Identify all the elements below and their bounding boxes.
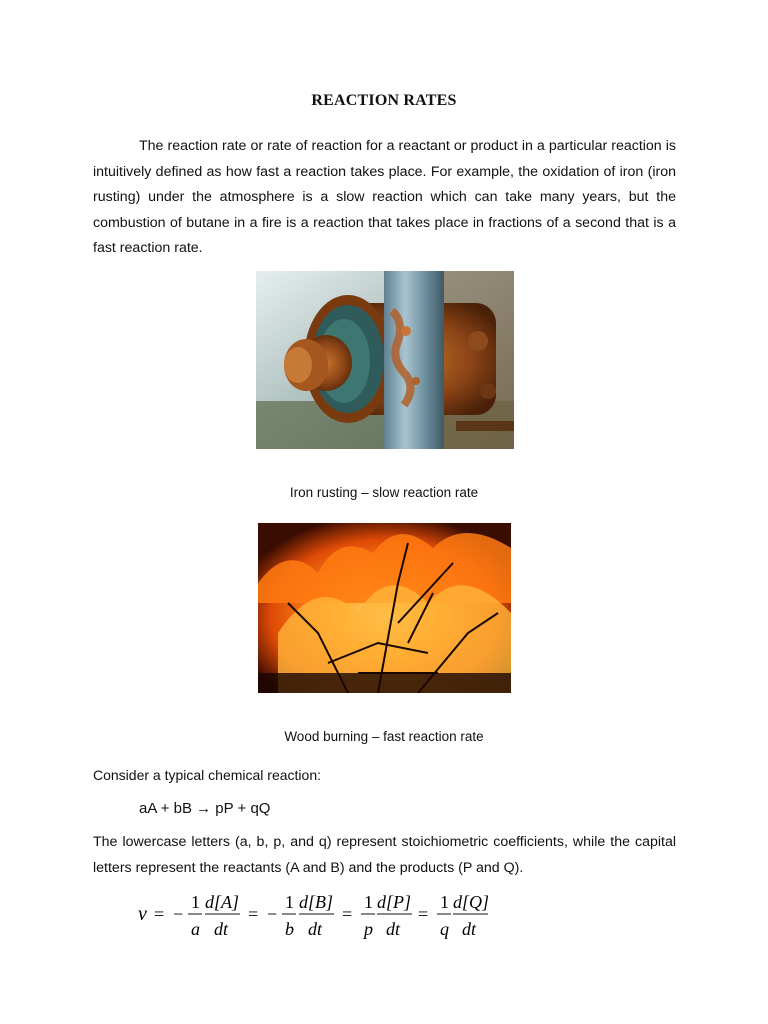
rate-equation (136, 886, 496, 946)
term-coef-b: b (285, 919, 294, 939)
rusty-pipe-illustration (256, 271, 514, 449)
explanation-paragraph: The lowercase letters (a, b, p, and q) represent stoichiometric coefficients, while the capital letters represent the reactants (A and B) and the products (P and Q). (93, 834, 676, 876)
intro-paragraph-text: The reaction rate or rate of reaction for a reactant or product in a particular reaction is intuitively defined as how fast a reaction takes place. For example, the oxidation of iron (iron rusting) under the atmosphere is a slow reaction which can take many years, but the combustion of butane in a fire is a reaction that takes place in fractions of a second that is a fast reaction rate. (93, 138, 676, 257)
term-dA: d[A] (205, 892, 240, 912)
term-dQ: d[Q] (453, 892, 490, 912)
term-numerator-q: 1 (440, 892, 449, 912)
term-dP: d[P] (377, 892, 412, 912)
term-dB: d[B] (299, 892, 334, 912)
term-numerator-a: 1 (191, 892, 200, 912)
rate-lhs: v (138, 903, 147, 925)
term-sign-a: − (173, 904, 184, 924)
equals-sign: = (418, 904, 429, 924)
term-coef-q: q (440, 919, 449, 939)
term-coef-p: p (364, 919, 373, 939)
figure-caption-rust: Iron rusting – slow reaction rate (289, 485, 479, 500)
intro-paragraph (93, 134, 676, 262)
term-coef-a: a (191, 919, 200, 939)
burning-wood-illustration (258, 523, 511, 693)
equals-sign: = (342, 904, 353, 924)
term-dt: dt (386, 919, 401, 939)
term-sign-b: − (267, 904, 278, 924)
term-numerator-b: 1 (285, 892, 294, 912)
equals-sign: = (248, 904, 259, 924)
figure-caption-fire: Wood burning – fast reaction rate (284, 729, 484, 744)
equals-sign: = (154, 904, 165, 924)
rusty-pipe-photo (256, 271, 514, 449)
term-numerator-p: 1 (364, 892, 373, 912)
term-dt: dt (462, 919, 477, 939)
burning-wood-photo (258, 523, 511, 693)
consider-line: Consider a typical chemical reaction: (93, 767, 321, 783)
term-dt: dt (308, 919, 323, 939)
page-title: REACTION RATES (311, 92, 457, 109)
reaction-equation: aA + bB → pP + qQ (139, 800, 271, 817)
term-dt: dt (214, 919, 229, 939)
